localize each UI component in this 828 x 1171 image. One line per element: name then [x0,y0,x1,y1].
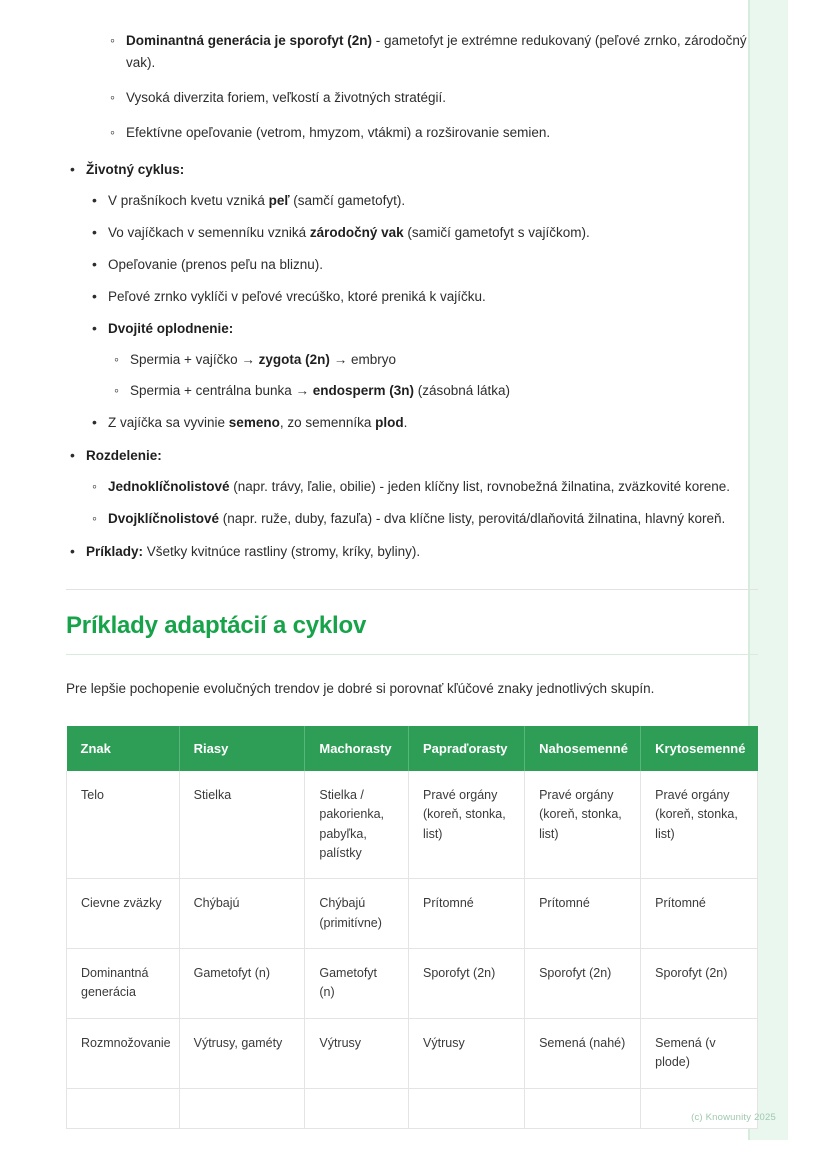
list-item [86,190,758,212]
section-divider [66,589,758,590]
title-underline [66,654,758,655]
table-row [67,879,758,949]
list-item [104,87,758,109]
section-heading: Životný cyklus: [86,162,185,178]
table-cell: Výtrusy, gaméty [179,1018,305,1088]
table-header-cell: Riasy [179,726,305,771]
table-cell: Dominantná generácia [67,949,180,1019]
list-item-text: Vo vajíčkach v semenníku vzniká [108,225,310,241]
list-item [86,222,758,244]
section-examples [66,541,758,563]
list-item [108,349,758,371]
section-text: Všetky kvitnúce rastliny (stromy, kríky, byliny). [143,543,421,559]
list-item-text-tail: (zásobná látka) [414,383,511,399]
list-item [86,508,758,530]
list-item-bold: Jednoklíčnolistové [108,479,230,495]
table-cell: Sporofyt (2n) [525,949,641,1019]
list-item [104,122,758,144]
list-item-text: Efektívne opeľovanie (vetrom, hmyzom, vtákmi) a rozširovanie semien. [126,124,551,140]
list-item-text: (napr. ruže, duby, fazuľa) - dva klíčne listy, perovitá/dlaňovitá žilnatina, hlavný koreň. [219,510,726,526]
intro-paragraph: Pre lepšie pochopenie evolučných trendov je dobré si porovnať kľúčové znaky jednotlivých skupín. [66,680,655,696]
table-header-cell: Papraďorasty [409,726,525,771]
list-item [104,30,758,74]
table-cell: Pravé orgány (koreň, stonka, list) [409,771,525,879]
comparison-table [66,726,758,1129]
list-item-bold: endosperm (3n) [312,383,414,399]
table-row-partial [67,1088,758,1128]
list-item-bold: zárodočný vak [309,225,404,241]
table-cell: Gametofyt (n) [179,949,305,1019]
table-cell: Sporofyt (2n) [409,949,525,1019]
table-cell: Prítomné [409,879,525,949]
list-item-text: - gametofyt je extrémne redukovaný (peľové zrnko, zárodočný vak). [126,33,747,70]
table-cell [179,1088,305,1128]
list-item-text-tail: (samičí gametofyt s vajíčkom). [403,225,590,241]
table-cell: Pravé orgány (koreň, stonka, list) [641,771,758,879]
list-item-text: Spermia + centrálna bunka → [130,383,313,399]
table-cell [305,1088,409,1128]
table-row [67,1018,758,1088]
life-cycle-steps [86,190,758,434]
table-cell: Stielka / pakorienka, pabyľka, palístky [305,771,409,879]
list-item-text: Peľové zrnko vyklíči v peľové vrecúško, ktoré preniká k vajíčku. [108,288,486,304]
list-item-bold: zygota (2n) [258,351,330,367]
table-cell: Stielka [179,771,305,879]
table-cell: Výtrusy [305,1018,409,1088]
page-title: Príklady adaptácií a cyklov [66,611,367,639]
table-row [67,771,758,879]
list-item-text: Spermia + vajíčko → [130,351,259,367]
division-list [86,476,758,530]
subsection-double-fertilization [86,318,758,403]
double-fertilization-steps [108,349,758,403]
list-item-text: (napr. trávy, ľalie, obilie) - jeden klíčny list, rovnobežná žilnatina, zväzkovité korene. [229,479,730,495]
list-item-bold: Dominantná generácia je sporofyt (2n) [126,33,373,48]
subsection-heading: Dvojité oplodnenie: [108,320,234,336]
section-life-cycle [66,159,758,434]
list-item-bold: peľ [268,193,290,209]
list-item-text: Z vajíčka sa vyvinie [108,415,229,431]
list-item [86,286,758,308]
table-header-cell: Krytosemenné [641,726,758,771]
table-cell [67,1088,180,1128]
table-cell: Výtrusy [409,1018,525,1088]
table-cell: Semená (v plode) [641,1018,758,1088]
list-item-text: Vysoká diverzita foriem, veľkostí a životných stratégií. [126,89,447,105]
list-item-text-tail: . [403,415,408,431]
table-cell [525,1088,641,1128]
table-cell: Chýbajú (primitívne) [305,879,409,949]
table-cell: Semená (nahé) [525,1018,641,1088]
list-item [86,476,758,498]
table-cell: Rozmnožovanie [67,1018,180,1088]
watermark: (c) Knowunity 2025 [691,1112,776,1123]
table-cell: Pravé orgány (koreň, stonka, list) [525,771,641,879]
table-cell: Prítomné [641,879,758,949]
list-item-text: Opeľovanie (prenos peľu na bliznu). [108,257,324,273]
table-cell: Sporofyt (2n) [641,949,758,1019]
list-item [86,412,758,434]
section-heading: Príklady: [86,543,144,559]
table-cell: Telo [67,771,180,879]
section-division [66,445,758,530]
traits-list [66,30,758,143]
list-item-text: V prašníkoch kvetu vzniká [108,193,269,209]
section-heading: Rozdelenie: [86,448,162,464]
table-cell: Gametofyt (n) [305,949,409,1019]
table-header-row [67,726,758,771]
list-item-bold: Dvojklíčnolistové [108,510,220,526]
table-cell: Chýbajú [179,879,305,949]
table-cell: Prítomné [525,879,641,949]
table-cell [409,1088,525,1128]
table-cell: Cievne zväzky [67,879,180,949]
table-header-cell: Machorasty [305,726,409,771]
list-item-text-tail: → embryo [329,351,396,367]
list-item-bold-2: plod [375,415,404,431]
list-item [108,380,758,402]
main-outline [66,159,758,562]
list-item-bold: semeno [228,415,280,431]
list-item-text-mid: , zo semenníka [279,415,376,431]
list-item [86,254,758,276]
table-header-cell: Nahosemenné [525,726,641,771]
list-item-text-tail: (samčí gametofyt). [289,193,406,209]
table-header-cell: Znak [67,726,180,771]
table-row [67,949,758,1019]
